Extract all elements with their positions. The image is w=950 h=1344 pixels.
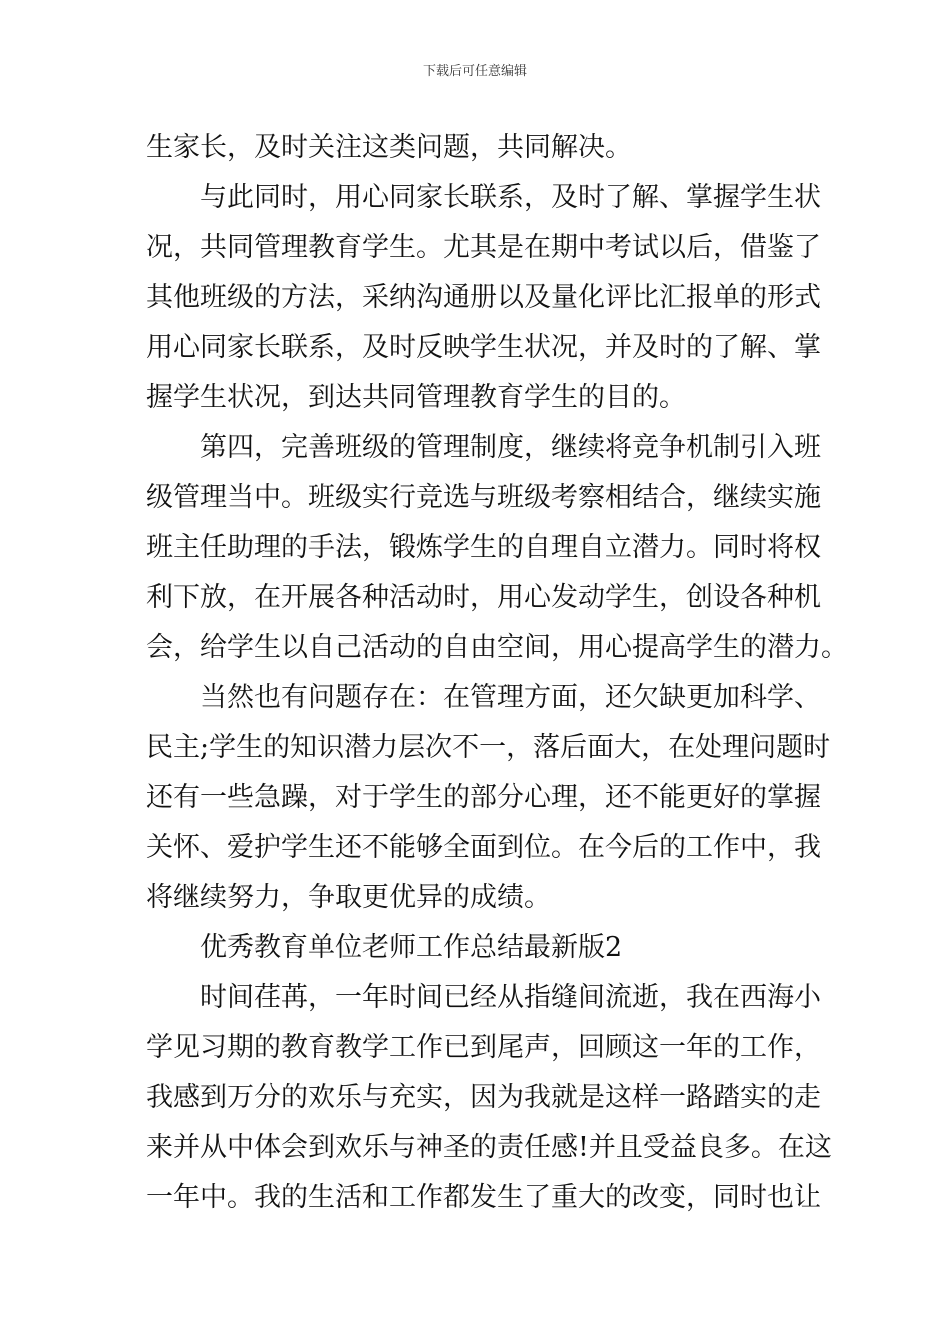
text-line: 其他班级的方法，采纳沟通册以及量化评比汇报单的形式 (146, 282, 821, 313)
text-line: 学见习期的教育教学工作已到尾声，回顾这一年的工作， (146, 1032, 821, 1063)
paragraph-first-line: 时间荏苒，一年时间已经从指缝间流逝，我在西海小 (200, 982, 821, 1013)
text-line: 将继续努力，争取更优异的成绩。 (146, 882, 551, 913)
document-body (146, 123, 848, 1223)
paragraph-first-line: 第四，完善班级的管理制度，继续将竞争机制引入班 (200, 432, 821, 463)
text-line: 民主;学生的知识潜力层次不一，落后面大，在处理问题时 (146, 732, 831, 763)
paragraph-first-line: 与此同时，用心同家长联系，及时了解、掌握学生状 (200, 182, 821, 213)
text-line: 一年中。我的生活和工作都发生了重大的改变，同时也让 (146, 1182, 821, 1213)
text-line: 利下放，在开展各种活动时，用心发动学生，创设各种机 (146, 582, 821, 613)
text-line: 级管理当中。班级实行竞选与班级考察相结合，继续实施 (146, 482, 821, 513)
text-line: 况，共同管理教育学生。尤其是在期中考试以后，借鉴了 (146, 232, 821, 263)
paragraph-first-line: 当然也有问题存在：在管理方面，还欠缺更加科学、 (200, 682, 821, 713)
text-line: 握学生状况，到达共同管理教育学生的目的。 (146, 382, 686, 413)
text-line: 我感到万分的欢乐与充实，因为我就是这样一路踏实的走 (146, 1082, 821, 1113)
text-line: 还有一些急躁，对于学生的部分心理，还不能更好的掌握 (146, 782, 821, 813)
text-line: 会，给学生以自己活动的自由空间，用心提高学生的潜力。 (146, 632, 848, 663)
section-heading: 优秀教育单位老师工作总结最新版2 (200, 932, 623, 963)
page-header: 下载后可任意编辑 (422, 64, 527, 79)
text-line: 生家长，及时关注这类问题，共同解决。 (146, 132, 632, 163)
text-line: 用心同家长联系，及时反映学生状况，并及时的了解、掌 (146, 332, 821, 363)
text-line: 关怀、爱护学生还不能够全面到位。在今后的工作中，我 (146, 832, 821, 863)
text-line: 来并从中体会到欢乐与神圣的责任感!并且受益良多。在这 (146, 1132, 832, 1163)
text-line: 班主任助理的手法，锻炼学生的自理自立潜力。同时将权 (146, 532, 821, 563)
